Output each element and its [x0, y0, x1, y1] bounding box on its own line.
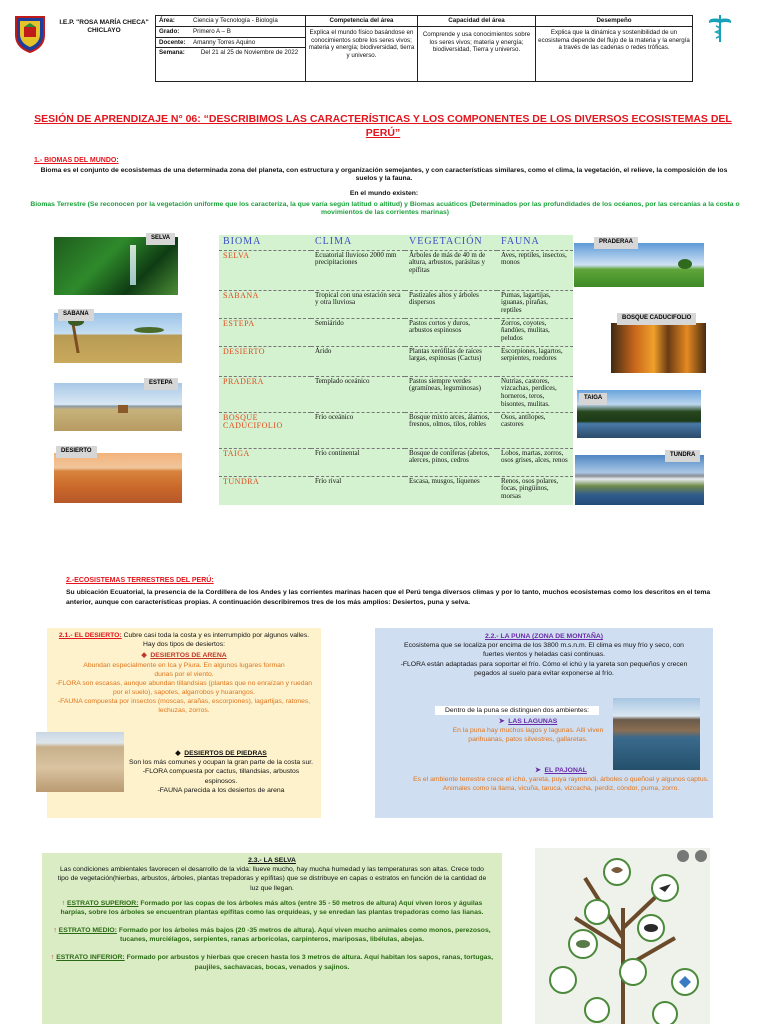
pradera-photo: [574, 243, 704, 287]
tundra-photo: [575, 455, 704, 505]
table-cell: Árido: [311, 346, 405, 376]
table-cell: Renos, osos polares, focas, pingüinos, morsas: [497, 476, 573, 504]
arena-fauna: -FAUNA compuesta por insectos (moscas, arañas, escorpiones), lagartijas, ratones, lechuzas, zorros.: [57, 698, 311, 715]
table-cell: Escorpiones, lagartos, serpientes, roedores: [497, 346, 573, 376]
semana-value: Del 21 al 25 de Noviembre de 2022: [200, 49, 299, 57]
estrato-superior-title: ESTRATO SUPERIOR:: [66, 899, 139, 907]
arena-flora: -FLORA son escasas, aunque abundan tillandsias (plantas que no enraízan y ruedan por el suelo), sapotes, algarrobos y huarangos.: [55, 679, 313, 697]
bosque-caducifolio-label: BOSQUE CADUCIFOLIO: [617, 313, 696, 325]
table-cell: Pastos siempre verdes (gramíneas, leguminosas): [405, 376, 497, 412]
desierto-heading: 2.1.- EL DESIERTO:: [58, 632, 122, 639]
lagunas-text: En la puna hay muchos lagos y lagunas. Allí viven parihuanas, patos silvestres, gallaretas.: [452, 727, 604, 744]
table-row: [219, 346, 573, 376]
table-cell: Semiárido: [311, 318, 405, 346]
table-cell: Ecuatorial lluvioso 2000 mm precipitaciones: [311, 250, 405, 290]
desierto-intro: Cubre casi toda la costa y es interrumpido por algunos valles. Hay dos tipos de desiertos:: [121, 632, 310, 649]
page-title: SESIÓN DE APRENDIZAJE N° 06: “DESCRIBIMOS LAS CARACTERÍSTICAS Y LOS COMPONENTES DE LOS DIVERSOS ECOSISTEMAS DEL PERÚ”: [34, 113, 732, 139]
grado-value: Primero A – B: [193, 27, 231, 35]
pradera-label: PRADERAA: [594, 237, 638, 249]
arrow-icon: ↑: [61, 899, 66, 907]
competencia-title: Competencia del área: [306, 16, 417, 27]
table-cell: Plantas xerófilas de raíces largas, espinosas (Cactus): [405, 346, 497, 376]
school-name-block: [56, 19, 152, 35]
selva-label: SELVA: [146, 233, 175, 245]
arrow-icon: ↑: [53, 927, 57, 935]
table-cell: Bosque de coníferas (abetos, alerces, pinos, cedros: [405, 448, 497, 476]
estepa-label: ESTEPA: [144, 378, 178, 390]
estrato-inferior-title: ESTRATO INFERIOR:: [56, 954, 125, 962]
table-cell: Aves, reptiles, insectos, monos: [497, 250, 573, 290]
taiga-label: TAIGA: [579, 393, 607, 405]
table-cell: TUNDRA: [219, 476, 311, 504]
desempeno-text: Explica que la dinámica y sostenibilidad de un ecosistema depende del flujo de la materia y la energía a través de las cadenas o redes tróficas.: [538, 28, 690, 52]
table-cell: TAIGA: [219, 448, 311, 476]
col-header-fauna: FAUNA: [501, 236, 540, 247]
diamond-icon: ◆: [141, 652, 147, 660]
lagunas-block: [446, 717, 610, 745]
puna-flora: -FLORA están adaptadas para soportar el frío. Cómo el ichú y la yareta son pequeños y crecen pegados al suelo para evitar exponerse al frío.: [400, 660, 688, 677]
school-name: I.E.P. "ROSA MARÍA CHECA": [59, 19, 149, 26]
estrato-medio-title: ESTRATO MEDIO:: [58, 927, 117, 935]
estrato-inferior-text: Formado por arbustos y hierbas que crecen hasta los 3 metros de altura. Aquí habitan los sapos, ranas, tortugas, paujiles, sachavacas, bocas, venados y sajinos.: [124, 954, 494, 971]
pajonal-text: Es el ambiente terrestre crece el ichú, yareta, puya raymondi, árboles o queñoal y algunos captus. Animales como la llama, vicuña, taruca, vizcacha, perdiz, cóndor, puma, zorro.: [413, 776, 709, 793]
caduceus-logo: [705, 12, 735, 44]
tundra-label: TUNDRA: [665, 450, 700, 462]
col-header-vegetacion: VEGETACIÓN: [409, 236, 483, 247]
arrow-right-icon: ➤: [535, 767, 541, 774]
semana-label: Semana:: [159, 49, 185, 57]
puna-text: Ecosistema que se localiza por encima de los 3800 m.s.n.m. El clima es muy frío y seco, con fuertes vientos y heladas casi continuas.: [404, 642, 684, 659]
competencia-text: Explica el mundo físico basándose en conocimientos sobre los seres vivos; materia y energía; biodiversidad, tierra y universo.: [308, 28, 415, 59]
school-logo: [14, 15, 46, 53]
table-cell: ESTEPA: [219, 318, 311, 346]
piedras-flora: -FLORA compuesta por cactus, tillandsias, arbustos espinosos.: [142, 768, 300, 785]
table-cell: Frío rival: [311, 476, 405, 504]
table-cell: Pastizales altos y árboles dispersos: [405, 290, 497, 318]
table-cell: Bosque mixto arces, álamos, fresnos, olmos, tilos, robles: [405, 412, 497, 448]
col-header-clima: CLIMA: [315, 236, 353, 247]
table-cell: Frío oceánico: [311, 412, 405, 448]
bosque-caducifolio-photo: [611, 323, 706, 373]
lagunas-photo: [613, 698, 700, 770]
selva-box: [42, 853, 502, 1024]
puna-heading: 2.2.- LA PUNA (ZONA DE MONTAÑA): [484, 633, 604, 640]
table-cell: PRADERA: [219, 376, 311, 412]
docente-label: Docente:: [159, 38, 186, 46]
table-cell: Osos, antílopes, castores: [497, 412, 573, 448]
col-header-bioma: BIOMA: [223, 236, 262, 247]
biome-table: [219, 235, 573, 504]
piedras-block: [126, 749, 316, 795]
table-row: [219, 376, 573, 412]
table-cell: Tropical con una estación seca y otra lluviosa: [311, 290, 405, 318]
area-value: Ciencia y Tecnología - Biología: [193, 17, 278, 24]
table-cell: Zorros, coyotes, ñandúes, mulitas, peludos: [497, 318, 573, 346]
section1-heading: 1.- BIOMAS DEL MUNDO:: [34, 157, 119, 164]
sabana-label: SABANA: [58, 309, 94, 321]
table-cell: Pumas, lagartijas, iguanas, pirañas, reptiles: [497, 290, 573, 318]
table-row: [219, 290, 573, 318]
selva-heading: 2.3.- LA SELVA: [248, 857, 296, 864]
capacidad-text: Comprende y usa conocimientos sobre los seres vivos; materia y energía; biodiversidad, Tierra y universo.: [422, 30, 531, 54]
header-table: [155, 15, 693, 82]
section1-paragraph: Bioma es el conjunto de ecosistemas de una determinada zona del planeta, con estructura y organización semejantes, y con características similares, como el clima, la vegetación, el relieve, la composición de los suelos y la fauna.: [40, 167, 728, 183]
area-label: Área:: [159, 17, 175, 24]
arrow-right-icon: ➤: [498, 718, 505, 725]
lagunas-title: LAS LAGUNAS: [508, 718, 558, 725]
table-cell: Templado oceánico: [311, 376, 405, 412]
table-cell: Árboles de más de 40 m de altura, arbustos, parásitas y epífitas: [405, 250, 497, 290]
capacidad-title: Capacidad del área: [418, 16, 535, 27]
section1-biomes: [30, 201, 740, 218]
estrato-medio-text: Formado por los árboles más bajos (20 -35 metros de altura). Aquí viven mucho animales como monos, perezosos, tucanes, murciélagos, serpientes, ranas arborícolas, carpinteros, mariposas, libélulas, abejas.: [116, 927, 491, 944]
table-cell: SELVA: [219, 250, 311, 290]
section2-paragraph: Su ubicación Ecuatorial, la presencia de la Cordillera de los Andes y las corrientes marinas hacen que el Perú tenga diversos climas y por lo tanto, muchos ecosistemas como los descritos en el tema anterior, aunque con características propias. A continuación describiremos tres de los más amplios: Desiertos, puna y selva.: [66, 589, 711, 606]
desierto-photo: [54, 453, 182, 503]
table-row: [219, 318, 573, 346]
table-cell: Nutrias, castores, vizcachas, perdices, horneros, teros, bisontes, mulitas.: [497, 376, 573, 412]
pajonal-block: [410, 766, 712, 794]
docente-value: Amanny Torres Aquino: [193, 38, 256, 46]
table-cell: Escasa, musgos, líquenes: [405, 476, 497, 504]
table-row: [219, 448, 573, 476]
biome-table-container: [219, 235, 573, 505]
piedras-title: DESIERTOS DE PIEDRAS: [184, 750, 267, 757]
diamond-icon: ◆: [175, 750, 181, 757]
estepa-photo: [54, 383, 182, 431]
sabana-photo: [54, 313, 182, 363]
desierto-piedras-photo: [36, 732, 124, 792]
selva-paragraph: Las condiciones ambientales favorecen el desarrollo de la vida: llueve mucho, hay mucha humedad y las temperaturas son altas. Crece todo tipo de vegetación(hierbas, arbustos, árboles, plantas trepadoras y epífitas) que se distribuye en capas o estratos en función de la cantidad de luz que llegan.: [57, 866, 487, 892]
estrato-superior-text: Formado por las copas de los árboles más altos (entre 35 - 50 metros de altura) Aquí viven loros y águilas harpías, sobre los árboles se encuentran plantas epífitas como las orquídeas, y se enredan las plantas trepadoras como las lianas.: [60, 899, 484, 916]
piedras-text: Son los más comunes y ocupan la gran parte de la costa sur.: [129, 759, 313, 767]
table-row: [219, 250, 573, 290]
piedras-fauna: -FAUNA parecida a los desiertos de arena: [157, 786, 285, 794]
arrow-icon: ↑: [50, 954, 55, 962]
table-cell: SABANA: [219, 290, 311, 318]
selva-illustration: [535, 848, 710, 1024]
arena-text: Abundan especialmente en Ica y Piura. En algunos lugares forman dunas por el viento.: [83, 661, 285, 678]
table-row: [219, 412, 573, 448]
grado-label: Grado:: [159, 27, 180, 35]
puna-ambientes: Dentro de la puna se distinguen dos ambientes:: [435, 706, 599, 715]
table-cell: Pastos cortos y duros, arbustos espinosos: [405, 318, 497, 346]
section2-heading: 2.-ECOSISTEMAS TERRESTRES DEL PERÚ:: [66, 577, 214, 584]
table-cell: DESIERTO: [219, 346, 311, 376]
table-cell: Lobos, martas, zorros, osos grises, alces, renos: [497, 448, 573, 476]
table-row: [219, 476, 573, 504]
section1-exist: En el mundo existen:: [349, 190, 419, 197]
table-cell: BOSQUE CADUCIFOLIO: [219, 412, 311, 448]
table-cell: Frío continental: [311, 448, 405, 476]
pajonal-title: EL PAJONAL: [544, 767, 587, 774]
biomas-acuaticos: Biomas acuáticos (Determinados por las profundidades de los océanos, por las cercanías a la costa o movimientos de las corrientes marinas): [320, 201, 740, 217]
biomas-terrestre: Biomas Terrestre (Se reconocen por la vegetación uniforme que los caracteriza, la que varía según latitud o altitud) y: [30, 201, 410, 208]
school-city: CHICLAYO: [87, 27, 121, 35]
arena-title: DESIERTOS DE ARENA: [150, 652, 227, 660]
desempeno-title: Desempeño: [536, 16, 692, 27]
desierto-label: DESIERTO: [56, 446, 97, 458]
selva-photo: [54, 237, 178, 295]
